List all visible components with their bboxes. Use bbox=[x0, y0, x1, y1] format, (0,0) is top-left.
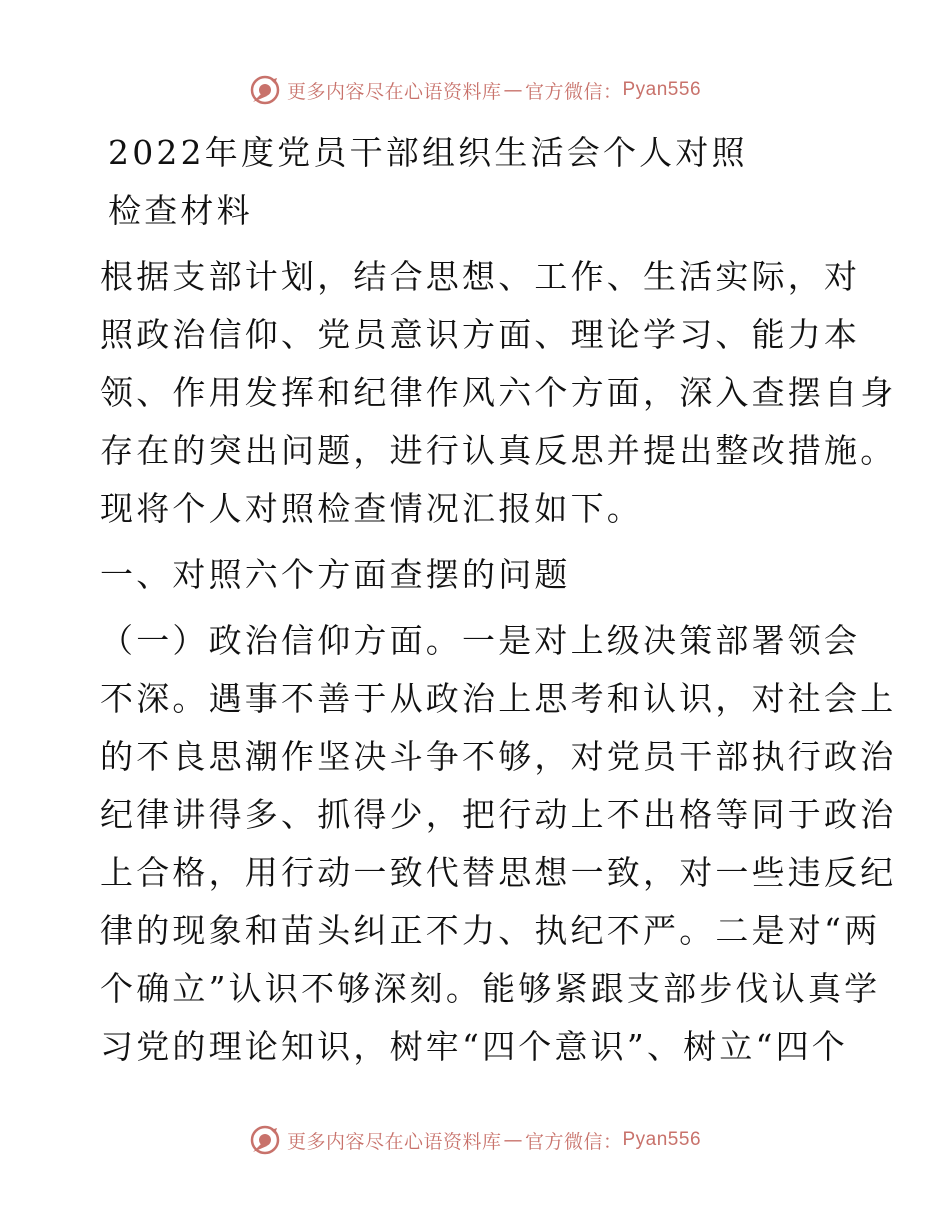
document-body bbox=[100, 124, 897, 1076]
body-line-3: 的不良思潮作坚决斗争不够，对党员干部执行政治 bbox=[100, 737, 897, 776]
pen-logo-icon bbox=[249, 1124, 281, 1156]
pen-logo-icon bbox=[249, 74, 281, 106]
body-line-1: （一）政治信仰方面。一是对上级决策部署领会 bbox=[100, 621, 861, 660]
body-line-2: 不深。遇事不善于从政治上思考和认识，对社会上 bbox=[100, 679, 897, 718]
watermark-separator: — bbox=[503, 1129, 523, 1151]
intro-line-1: 根据支部计划，结合思想、工作、生活实际，对 bbox=[100, 257, 861, 296]
body-line-8: 习党的理论知识，树牢“四个意识”、树立“四个 bbox=[100, 1027, 849, 1066]
body-line-5: 上合格，用行动一致代替思想一致，对一些违反纪 bbox=[100, 853, 897, 892]
watermark-wechat-id: Pyan556 bbox=[622, 79, 702, 100]
intro-line-3: 领、作用发挥和纪律作风六个方面，深入查摆自身 bbox=[100, 373, 897, 412]
intro-line-2: 照政治信仰、党员意识方面、理论学习、能力本 bbox=[100, 315, 861, 354]
watermark-wechat-id: Pyan556 bbox=[622, 1129, 702, 1150]
body-line-4: 纪律讲得多、抓得少，把行动上不出格等同于政治 bbox=[100, 795, 897, 834]
watermark-official: 官方微信： bbox=[524, 1130, 623, 1153]
body-line-6: 律的现象和苗头纠正不力、执纪不严。二是对“两 bbox=[100, 911, 881, 950]
intro-line-4: 存在的突出问题，进行认真反思并提出整改措施。 bbox=[100, 431, 897, 470]
section-heading: 一、对照六个方面查摆的问题 bbox=[100, 555, 571, 594]
header-watermark bbox=[0, 70, 950, 110]
watermark-separator: — bbox=[503, 79, 523, 101]
title-line-2: 检查材料 bbox=[108, 191, 253, 230]
watermark-official: 官方微信： bbox=[524, 80, 623, 103]
watermark-text: 更多内容尽在心语资料库 bbox=[286, 80, 502, 103]
body-line-7: 个确立”认识不够深刻。能够紧跟支部步伐认真学 bbox=[100, 969, 881, 1008]
title-line-1: 2022年度党员干部组织生活会个人对照 bbox=[108, 133, 748, 172]
watermark-text: 更多内容尽在心语资料库 bbox=[286, 1130, 502, 1153]
footer-watermark bbox=[0, 1120, 950, 1160]
intro-line-5: 现将个人对照检查情况汇报如下。 bbox=[100, 489, 643, 528]
